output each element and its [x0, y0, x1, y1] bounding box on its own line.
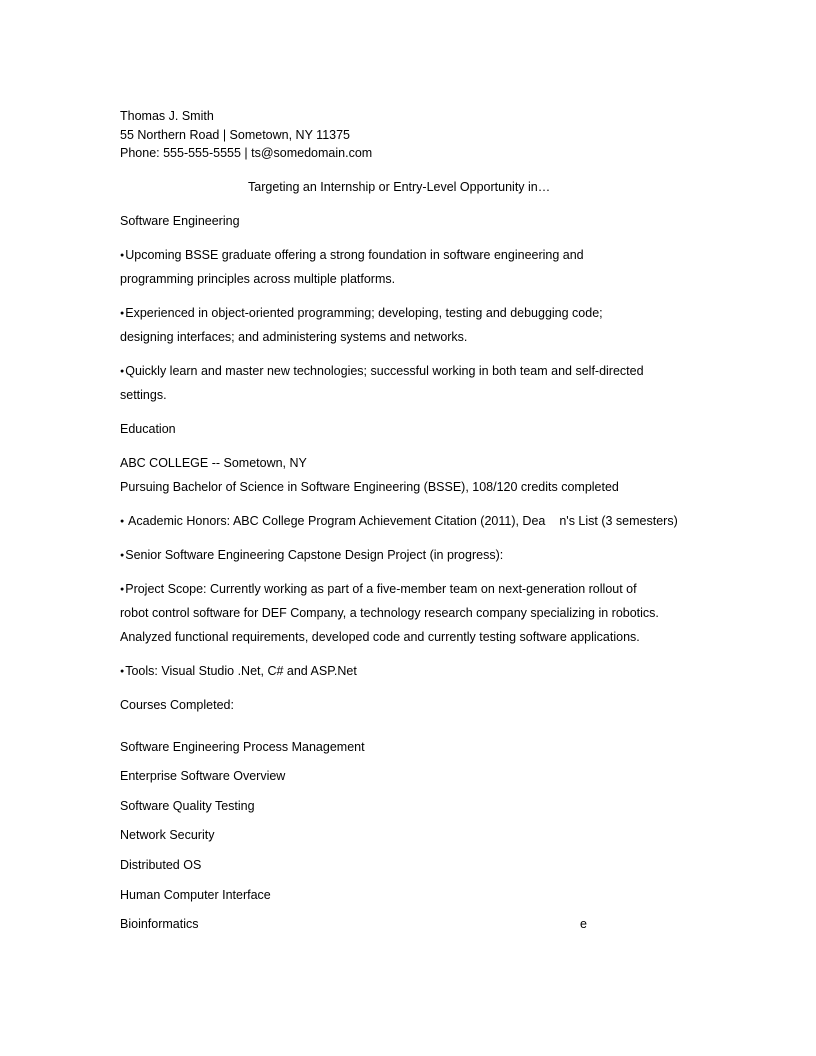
summary-bullet-1-line-2: programming principles across multiple platforms.: [120, 272, 396, 286]
contact-name: Thomas J. Smith: [120, 109, 214, 123]
course-item: Human Computer Interface: [120, 888, 271, 902]
honors-text-b: n's List (3 semesters): [559, 514, 678, 528]
capstone-line: ● Senior Software Engineering Capstone Design Project (in progress):: [120, 546, 503, 565]
summary-bullet-3-line-2: settings.: [120, 388, 167, 402]
stray-character: e: [580, 917, 587, 931]
targeting-statement: Targeting an Internship or Entry-Level Opportunity in…: [248, 180, 551, 194]
project-scope-line-1: ● Project Scope: Currently working as part of a five-member team on next-generation rollout of: [120, 580, 637, 599]
summary-bullet-2-line-2: designing interfaces; and administering systems and networks.: [120, 330, 468, 344]
course-item: Enterprise Software Overview: [120, 769, 286, 783]
course-item: Software Engineering Process Management: [120, 740, 365, 754]
summary-bullet-2-line-1: ● Experienced in object-oriented programming; developing, testing and debugging code;: [120, 304, 603, 323]
course-item: Software Quality Testing: [120, 799, 255, 813]
degree-line: Pursuing Bachelor of Science in Software Engineering (BSSE), 108/120 credits completed: [120, 480, 619, 494]
courses-heading: Courses Completed:: [120, 698, 234, 712]
project-scope-line-3: Analyzed functional requirements, developed code and currently testing software applications.: [120, 630, 640, 644]
education-heading: Education: [120, 422, 176, 436]
summary-bullet-3-line-1: ● Quickly learn and master new technologies; successful working in both team and self-directed: [120, 362, 644, 381]
school-name: ABC COLLEGE -- Sometown, NY: [120, 456, 307, 470]
course-item: Network Security: [120, 828, 215, 842]
project-scope-line-2: robot control software for DEF Company, a technology research company specializing in robotics.: [120, 606, 659, 620]
contact-phone-email: Phone: 555-555-5555 | ts@somedomain.com: [120, 146, 373, 160]
course-item: Bioinformatics: [120, 917, 199, 931]
honors-line: [120, 512, 678, 531]
course-item: Distributed OS: [120, 858, 202, 872]
contact-address: 55 Northern Road | Sometown, NY 11375: [120, 128, 351, 142]
tools-line: ● Tools: Visual Studio .Net, C# and ASP.Net: [120, 662, 357, 681]
summary-bullet-1-line-1: ● Upcoming BSSE graduate offering a strong foundation in software engineering and: [120, 246, 584, 265]
field-heading: Software Engineering: [120, 214, 240, 228]
honors-text-a: Academic Honors: ABC College Program Achievement Citation (2011), Dea: [128, 514, 546, 528]
